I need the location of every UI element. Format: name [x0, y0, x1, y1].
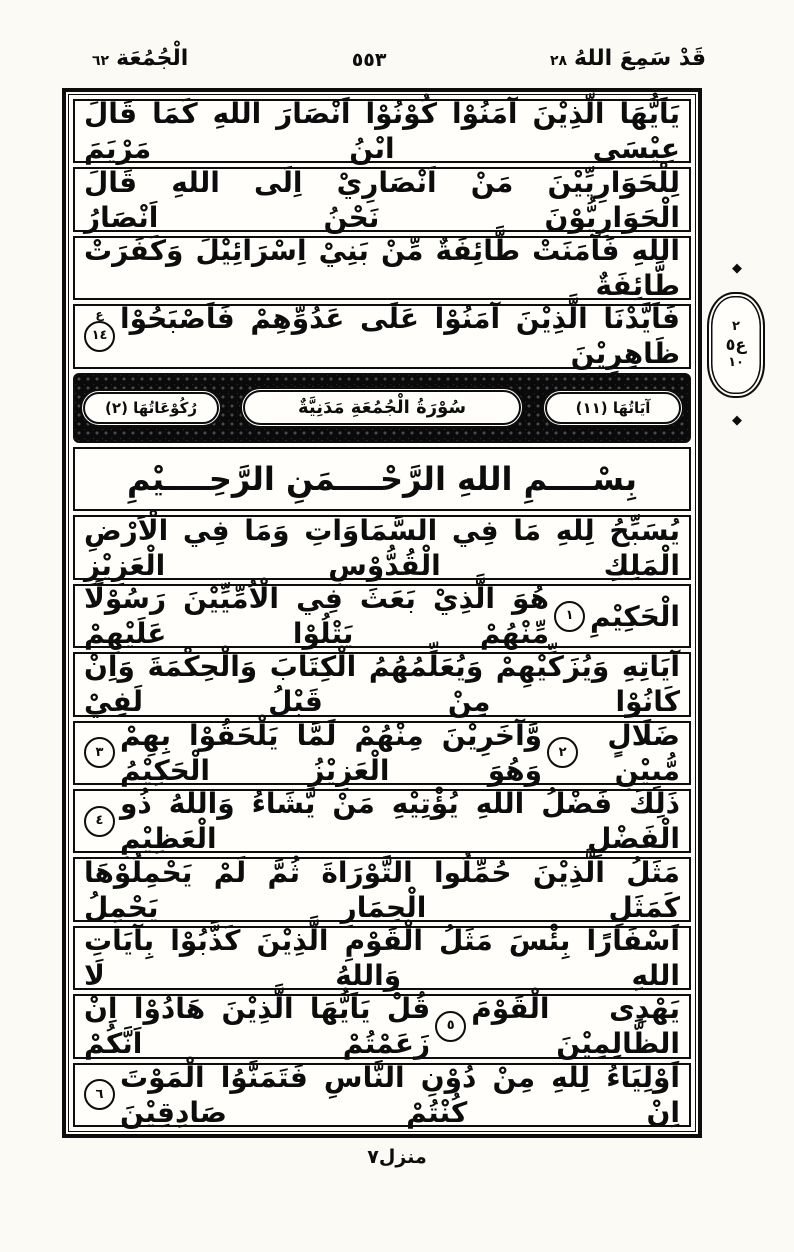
ayah-end-marker: ١	[554, 601, 585, 632]
ayah-text: اللهِ فَآمَنَتْ طَّائِفَةٌ مِّنْ بَنِيْ اِسْرَائِيْلَ وَكَفَرَتْ طَّائِفَةٌ	[84, 234, 680, 303]
ayat-count-cartouche: آيَاتُهَا (١١)	[542, 389, 684, 427]
page-number: ٥٥٣	[351, 49, 387, 71]
juz-title: قَدْ سَمِعَ اللهُ	[574, 46, 706, 71]
quran-line	[73, 513, 691, 582]
ayah-text: يُسَبِّحُ لِلهِ مَا فِي السَّمَاوَاتِ وَمَا فِي الْاَرْضِ الْمَلِكِ الْقُدُّوْسِ الْعَزِيْزِ	[84, 513, 680, 582]
ayah-text: يَهْدِى الْقَوْمَ الظَّالِمِيْنَ	[471, 992, 680, 1061]
ornament-finial-icon: ◆	[732, 412, 740, 428]
bismillah-row	[73, 447, 691, 511]
juz-number: ٢٨	[549, 53, 568, 69]
quran-line	[73, 302, 691, 371]
ayah-text: قُلْ يَاَيُّهَا الَّذِيْنَ هَادُوْا اِنْ زَعَمْتُمْ اَنَّكُمْ	[84, 992, 431, 1061]
ayah-text: فَاَيَّدْنَا الَّذِيْنَ آمَنُوْا عَلَى عَدُوِّهِمْ فَاَصْبَحُوْا ظَاهِرِيْنَ	[120, 302, 680, 371]
margin-ruku-medallion	[707, 261, 765, 428]
ayah-text: ضَلَالٍ مُّبِيْنٍ	[607, 718, 680, 787]
manzil-label: منزل٧	[367, 1146, 427, 1168]
ruku-count-surah: ٢	[732, 318, 740, 334]
quran-line	[73, 582, 691, 651]
ayah-text: يَاَيُّهَا الَّذِيْنَ آمَنُوْا كُوْنُوْا اَنْصَارَ اللهِ كَمَا قَالَ عِيْسَى ابْنُ مَرْيَمَ	[84, 97, 680, 166]
rukuat-count-cartouche: رُكُوْعَاتُهَا (٢)	[80, 389, 222, 427]
ayah-end-marker: ٢	[547, 737, 578, 768]
page-header	[92, 46, 706, 71]
ayah-text: الْحَكِيْمِ	[590, 599, 680, 633]
bismillah-text: بِسْــــمِ اللهِ الرَّحْــــمَنِ الرَّحِــــيْمِ	[126, 460, 638, 499]
ayah-text: هُوَ الَّذِيْ بَعَثَ فِي الْاُمِّيِّيْنَ رَسُوْلًا مِّنْهُمْ يَتْلُوْا عَلَيْهِمْ	[84, 582, 550, 651]
ayah-text: اَوْلِيَاءُ لِلهِ مِنْ دُوْنِ النَّاسِ فَتَمَنَّوُا الْمَوْتَ اِنْ كُنْتُمْ صَادِقِيْنَ	[120, 1060, 680, 1129]
surah-title-cartouche: سُوْرَةُ الْجُمُعَةِ مَدَنِيَّةٌ	[240, 387, 524, 428]
quran-line	[73, 787, 691, 856]
quran-line	[73, 234, 691, 303]
ayah-text: اَسْفَارًا بِئْسَ مَثَلُ الْقَوْمِ الَّذِيْنَ كَذَّبُوْا بِآيَاتِ اللهِ وَاللهُ لَا	[84, 924, 680, 993]
surah-header-band	[73, 373, 691, 443]
surah-name-group	[92, 46, 188, 71]
ruku-end-mark: ع	[95, 306, 104, 321]
ayah-text: مَثَلُ الَّذِيْنَ حُمِّلُوا التَّوْرَاةَ ثُمَّ لَمْ يَحْمِلُوْهَا كَمَثَلِ الْحِمَارِ يَحْمِلُ	[84, 855, 680, 924]
surah-number: ٦٢	[92, 53, 110, 69]
juz-name-group	[550, 46, 706, 71]
ruku-count-juz: ١٠	[728, 355, 744, 370]
quran-line	[73, 855, 691, 924]
quran-text-frame	[62, 88, 702, 1138]
quran-line	[73, 1060, 691, 1129]
quran-line	[73, 650, 691, 719]
quran-line	[73, 97, 691, 166]
quran-line	[73, 992, 691, 1061]
ayah-text: لِلْحَوَارِيِّيْنَ مَنْ اَنْصَارِيْ اِلَى اللهِ قَالَ الْحَوَارِيُّوْنَ نَحْنُ اَنْصَارُ	[84, 165, 680, 234]
ayah-end-marker: ٦	[84, 1079, 115, 1110]
quran-line	[73, 718, 691, 787]
ruku-ain-mark: ع٥	[725, 335, 747, 354]
surah-title: الْجُمُعَة	[116, 46, 189, 71]
ornament-finial-icon: ◆	[732, 261, 740, 276]
quran-line	[73, 924, 691, 993]
ayah-text: وَّآخَرِيْنَ مِنْهُمْ لَمَّا يَلْحَقُوْا بِهِمْ وَهُوَ الْعَزِيْزُ الْحَكِيْمُ	[120, 718, 543, 787]
quran-rows	[68, 94, 696, 1132]
ayah-end-marker: ٤	[84, 806, 115, 837]
ayah-end-marker: ١٤ ع	[84, 321, 115, 352]
ayah-end-marker: ٣	[84, 737, 115, 768]
quran-line	[73, 165, 691, 234]
ayah-text: آيَاتِهِ وَيُزَكِّيْهِمْ وَيُعَلِّمُهُمُ الْكِتَابَ وَالْحِكْمَةَ وَاِنْ كَانُوْا مِنْ قَبْلُ لَفِيْ	[84, 650, 680, 719]
ayah-end-marker: ٥	[435, 1011, 466, 1042]
ayah-text: ذَلِكَ فَضْلُ اللهِ يُؤْتِيْهِ مَنْ يَّشَاءُ وَاللهُ ذُو الْفَضْلِ الْعَظِيْمِ	[120, 787, 680, 856]
